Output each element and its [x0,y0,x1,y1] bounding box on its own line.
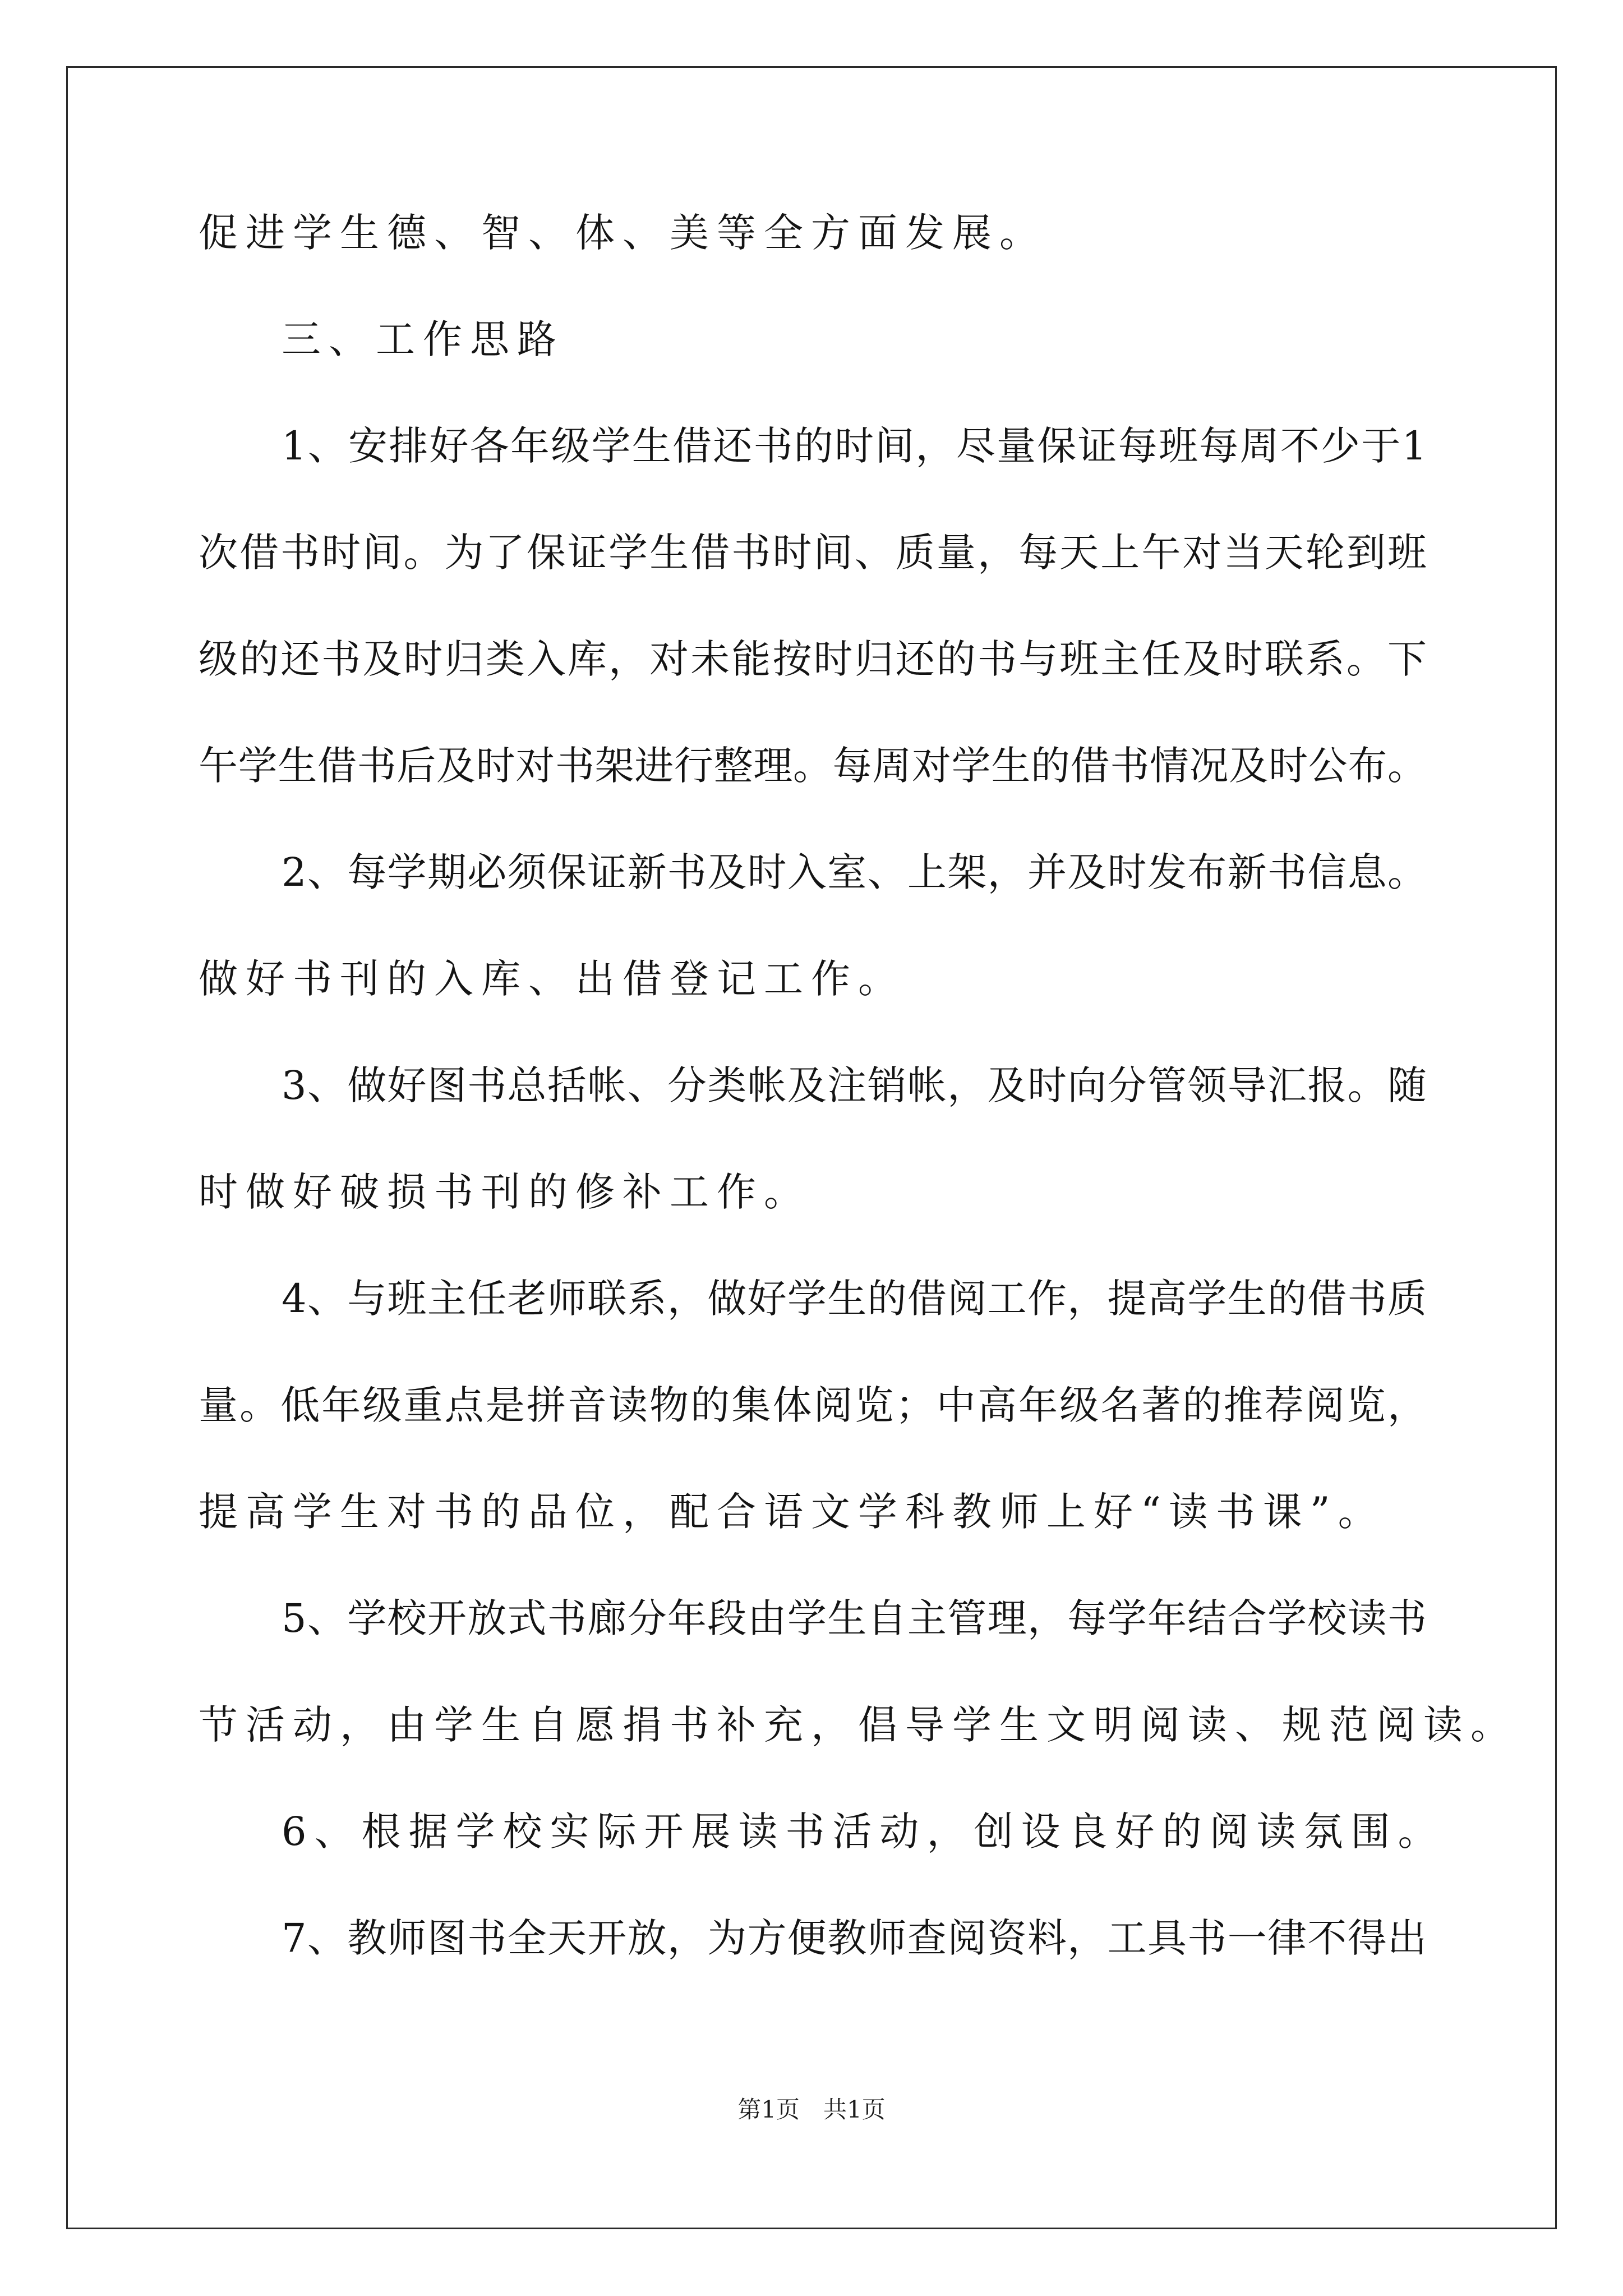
text-line-9: 3、做好图书总括帐、分类帐及注销帐，及时向分管领导汇报。随 [282,1062,1427,1108]
text-line-13: 提高学生对书的品位，配合语文学科教师上好“读书课”。 [199,1489,1385,1535]
text-line-6: 午学生借书后及时对书架进行整理。每周对学生的借书情况及时公布。 [199,743,1427,789]
text-line-15: 节活动，由学生自愿捐书补充，倡导学生文明阅读、规范阅读。 [199,1702,1518,1748]
text-line-12: 量。低年级重点是拼音读物的集体阅览；中高年级名著的推荐阅览， [199,1382,1427,1428]
text-line-4: 次借书时间。为了保证学生借书时间、质量，每天上午对当天轮到班 [199,530,1427,576]
text-line-5: 级的还书及时归类入库，对未能按时归还的书与班主任及时联系。下 [199,636,1427,682]
text-line-1: 促进学生德、智、体、美等全方面发展。 [199,210,1046,256]
text-line-3: 1、安排好各年级学生借还书的时间，尽量保证每班每周不少于1 [282,423,1427,469]
text-line-14: 5、学校开放式书廊分年段由学生自主管理，每学年结合学校读书 [282,1595,1427,1641]
text-line-17: 7、教师图书全天开放，为方便教师查阅资料，工具书一律不得出 [282,1915,1427,1961]
text-line-11: 4、与班主任老师联系，做好学生的借阅工作，提高学生的借书质 [282,1276,1427,1322]
text-line-8: 做好书刊的入库、出借登记工作。 [199,956,905,1002]
text-line-7: 2、每学期必须保证新书及时入室、上架，并及时发布新书信息。 [282,849,1427,895]
text-line-10: 时做好破损书刊的修补工作。 [199,1169,811,1215]
page-number-footer: 第1页 共1页 [737,2096,886,2123]
text-line-16: 6、根据学校实际开展读书活动，创设良好的阅读氛围。 [282,1809,1445,1855]
page-border [66,66,1557,2229]
section-heading: 三、工作思路 [282,316,564,362]
